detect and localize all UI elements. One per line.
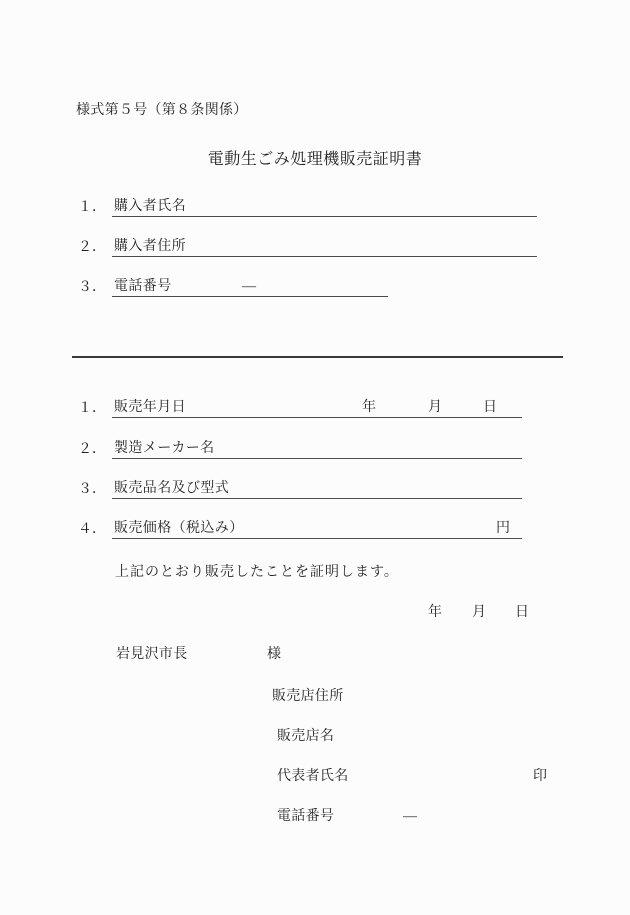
year-label: 年 bbox=[362, 400, 376, 415]
manufacturer-field[interactable] bbox=[112, 437, 522, 459]
manufacturer-label: 製造メーカー名 bbox=[114, 441, 215, 456]
purchaser-phone-label: 電話番号 bbox=[114, 279, 172, 294]
item-number: ２． bbox=[78, 240, 106, 255]
seller-address-label: 販売店住所 bbox=[272, 689, 344, 704]
section-divider bbox=[72, 356, 563, 358]
price-row bbox=[78, 517, 522, 539]
manufacturer-row bbox=[78, 437, 522, 459]
representative-name-label: 代表者氏名 bbox=[277, 769, 349, 784]
addressee-name: 岩見沢市長 bbox=[116, 647, 188, 662]
seller-phone-dash: ― bbox=[403, 809, 418, 824]
purchaser-name-row bbox=[78, 195, 537, 217]
purchaser-address-field[interactable] bbox=[112, 235, 537, 257]
sale-date-label: 販売年月日 bbox=[114, 400, 186, 415]
product-model-label: 販売品名及び型式 bbox=[114, 481, 230, 496]
phone-dash: ― bbox=[242, 279, 256, 294]
item-number: ４． bbox=[78, 522, 106, 537]
purchaser-phone-field[interactable] bbox=[112, 275, 388, 297]
day-label: 日 bbox=[483, 400, 497, 415]
price-field[interactable] bbox=[112, 517, 522, 539]
price-label: 販売価格（税込み） bbox=[114, 521, 244, 536]
purchaser-name-label: 購入者氏名 bbox=[114, 199, 186, 214]
purchaser-name-field[interactable] bbox=[112, 195, 537, 217]
product-model-field[interactable] bbox=[112, 477, 522, 499]
certification-statement: 上記のとおり販売したことを証明します。 bbox=[115, 565, 399, 580]
item-number: ２． bbox=[78, 442, 106, 457]
month-label: 月 bbox=[428, 400, 442, 415]
seller-phone-label: 電話番号 bbox=[277, 809, 335, 824]
purchaser-phone-row bbox=[78, 275, 388, 297]
item-number: １． bbox=[78, 401, 106, 416]
footer-month-label: 月 bbox=[472, 605, 487, 620]
purchaser-address-label: 購入者住所 bbox=[114, 239, 186, 254]
purchaser-address-row bbox=[78, 235, 537, 257]
form-number: 様式第５号（第８条関係） bbox=[76, 103, 248, 118]
footer-day-label: 日 bbox=[515, 605, 530, 620]
document-title: 電動生ごみ処理機販売証明書 bbox=[207, 151, 423, 168]
sale-date-row bbox=[78, 396, 522, 418]
product-model-row bbox=[78, 477, 522, 499]
footer-year-label: 年 bbox=[428, 605, 443, 620]
item-number: ３． bbox=[78, 482, 106, 497]
sale-date-field[interactable] bbox=[112, 396, 522, 418]
addressee-honorific: 様 bbox=[267, 647, 282, 662]
yen-unit-label: 円 bbox=[496, 521, 510, 536]
seal-mark: 印 bbox=[533, 769, 548, 784]
seller-name-label: 販売店名 bbox=[277, 729, 335, 744]
item-number: １． bbox=[78, 200, 106, 215]
item-number: ３． bbox=[78, 280, 106, 295]
